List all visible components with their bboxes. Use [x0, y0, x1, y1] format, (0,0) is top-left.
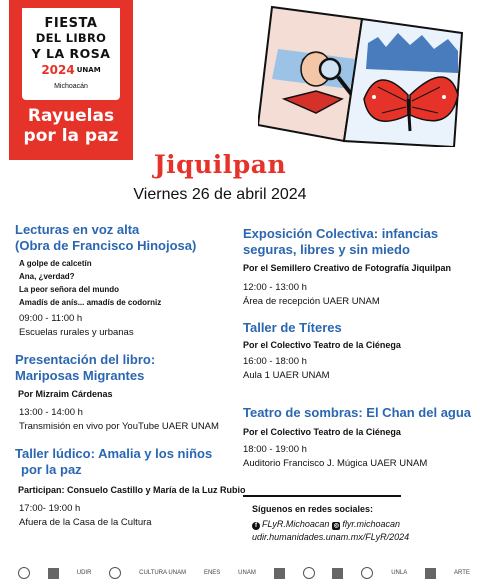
instagram-handle[interactable]: flyr.michoacan [342, 519, 401, 529]
logo-line-fiesta: FIESTA [44, 16, 98, 31]
social-handles [252, 519, 400, 530]
logo-year: 2024 UNAM [41, 63, 101, 77]
event-time: 09:00 - 11:00 h [19, 313, 83, 324]
sponsor-logo: UDIR [76, 570, 92, 576]
emblem-icon [109, 567, 121, 579]
event-subtitle-taller-ludico: por la paz [21, 462, 82, 477]
event-place: Auditorio Francisco J. Múgica UAER UNAM [243, 458, 428, 469]
event-subtitle-presentacion: Mariposas Migrantes [15, 368, 145, 383]
emblem-icon [361, 567, 373, 579]
social-divider [243, 495, 401, 497]
event-time: 16:00 - 18:00 h [243, 356, 307, 367]
emblem-icon [303, 567, 315, 579]
event-title-titeres: Taller de Títeres [243, 320, 342, 335]
event-time: 17:00- 19:00 h [19, 503, 81, 514]
logo-card [22, 8, 120, 100]
sponsor-logo: UNAM [238, 570, 256, 576]
event-title-exposicion: Exposición Colectiva: infancias [243, 226, 439, 241]
institution-logo-icon [48, 568, 59, 579]
event-title-lecturas: Lecturas en voz alta [15, 222, 140, 237]
logo-state: Michoacán [54, 83, 88, 90]
event-time: 18:00 - 19:00 h [243, 444, 307, 455]
logo-line-la-rosa: Y LA ROSA [31, 46, 111, 61]
list-item: Ana, ¿verdad? [19, 272, 75, 281]
event-subtitle-lecturas: (Obra de Francisco Hinojosa) [15, 238, 197, 253]
city-title: Jiquilpan [153, 150, 287, 179]
sponsor-logo: UNLA [391, 570, 408, 576]
website-link[interactable]: udir.humanidades.unam.mx/FLyR/2024 [252, 532, 410, 542]
event-subtitle-exposicion: seguras, libres y sin miedo [243, 242, 410, 257]
sponsor-logos [18, 563, 470, 583]
institution-logo-icon [425, 568, 436, 579]
event-place: Transmisión en vivo por YouTube UAER UNAM [19, 421, 219, 432]
unam-seal-icon [18, 567, 30, 579]
event-place: Escuelas rurales y urbanas [19, 327, 134, 338]
festival-logo [9, 0, 133, 160]
list-item: Amadís de anís... amadís de codorniz [19, 298, 162, 307]
event-title-presentacion: Presentación del libro: [15, 352, 156, 367]
event-participants: Participan: Consuelo Castillo y María de la Luz Rubio [18, 485, 246, 495]
event-organizer: Por el Colectivo Teatro de la Ciénega [243, 427, 401, 437]
event-title-teatro-sombras: Teatro de sombras: El Chan del agua [243, 405, 472, 420]
reading-list [19, 257, 161, 309]
event-place: Área de recepción UAER UNAM [243, 296, 380, 307]
instagram-icon[interactable]: ◎ [333, 523, 339, 529]
facebook-icon[interactable]: f [252, 522, 260, 530]
sponsor-logo: CULTURA UNAM [139, 570, 187, 576]
reader-butterfly-illustration [258, 3, 464, 147]
facebook-handle[interactable]: FLyR.Michoacan [262, 519, 330, 529]
institution-logo-icon [332, 568, 343, 579]
event-place: Afuera de la Casa de la Cultura [19, 517, 152, 528]
event-organizer: Por el Semillero Creativo de Fotografía Jiquilpan [243, 263, 452, 273]
institution-logo-icon [274, 568, 285, 579]
logo-line-del-libro: DEL LIBRO [35, 31, 107, 45]
event-title-taller-ludico: Taller lúdico: Amalia y los niños [15, 446, 213, 461]
event-date: Viernes 26 de abril 2024 [133, 186, 307, 203]
event-presenter: Por Mizraim Cárdenas [18, 389, 113, 399]
sponsor-logo: ENES [203, 570, 221, 576]
event-time: 12:00 - 13:00 h [243, 282, 307, 293]
event-place: Aula 1 UAER UNAM [243, 370, 330, 381]
social-heading: Síguenos en redes sociales: [252, 504, 374, 514]
event-organizer: Por el Colectivo Teatro de la Ciénega [243, 340, 401, 350]
logo-org: UNAM [76, 66, 101, 74]
event-time: 13:00 - 14:00 h [19, 407, 83, 418]
list-item: La peor señora del mundo [19, 285, 120, 294]
campaign-title: Rayuelas por la paz [23, 106, 119, 146]
sponsor-logo: ARTE [453, 570, 470, 576]
list-item: A golpe de calcetín [19, 259, 92, 268]
